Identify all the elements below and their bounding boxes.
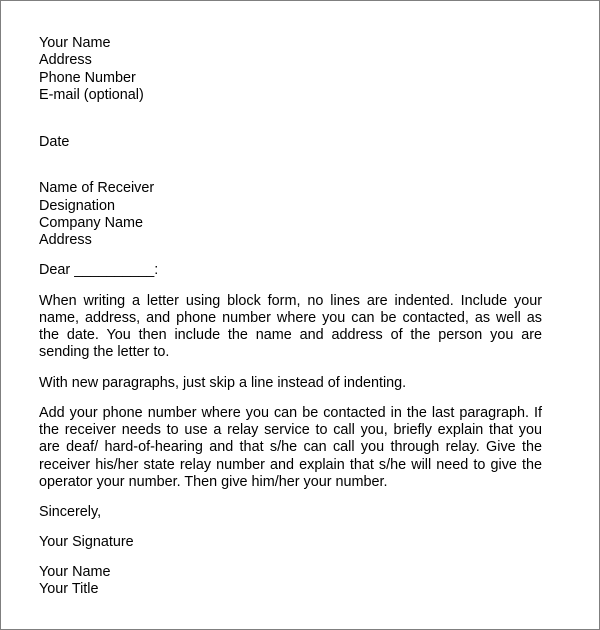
receiver-block	[39, 180, 542, 249]
body-paragraph-2: With new paragraphs, just skip a line instead of indenting.	[39, 374, 407, 391]
closing-block	[39, 504, 542, 521]
signoff-name: Your Name	[39, 564, 111, 581]
receiver-company: Company Name	[39, 215, 143, 232]
salutation-blank: __________	[74, 262, 155, 279]
closing: Sincerely,	[39, 503, 102, 520]
letter-date: Date	[39, 133, 70, 150]
letter-body	[39, 35, 542, 599]
salutation-prefix: Dear	[39, 262, 75, 279]
signoff-title: Your Title	[39, 581, 99, 598]
salutation	[39, 262, 542, 279]
sender-phone: Phone Number	[39, 69, 136, 86]
sender-block	[39, 35, 542, 104]
body-paragraph-1: When writing a letter using block form, no lines are indented. Include your name, address, and phone number where you can be contacted, as well as the date. You then include the name and address of the person you are sending the letter to.	[39, 292, 542, 361]
sender-email: E-mail (optional)	[39, 86, 144, 103]
body-paragraph-3: Add your phone number where you can be contacted in the last paragraph. If the receiver needs to use a relay service to call you, briefly explain that you are deaf/ hard-of-hearing and that s/he can call you through relay. Give the receiver his/her state relay number and explain that s/he will need to give the operator your number. Then give him/her your number.	[39, 404, 542, 490]
date-block	[39, 134, 542, 151]
salutation-suffix: :	[154, 262, 159, 279]
signature: Your Signature	[39, 534, 134, 551]
receiver-designation: Designation	[39, 197, 116, 214]
signoff-block	[39, 564, 542, 599]
receiver-address: Address	[39, 232, 92, 249]
sender-name: Your Name	[39, 35, 111, 51]
sender-address: Address	[39, 52, 92, 69]
signature-block	[39, 534, 542, 551]
receiver-name: Name of Receiver	[39, 180, 155, 197]
